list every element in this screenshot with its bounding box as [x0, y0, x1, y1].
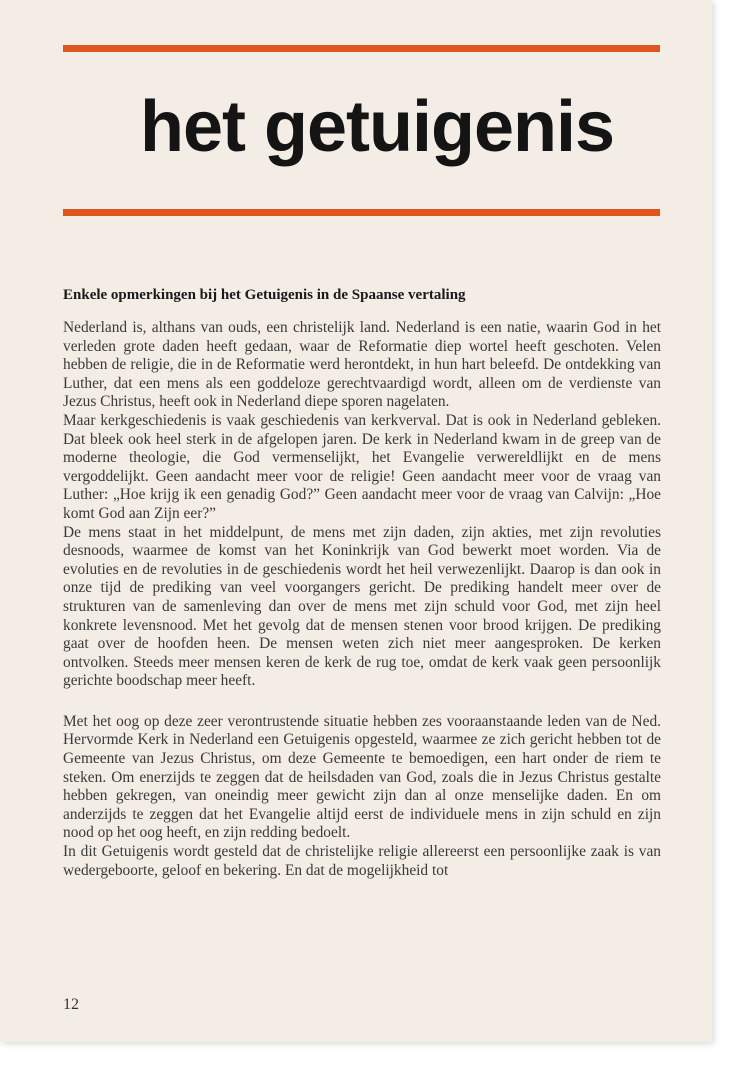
bottom-orange-rule [63, 209, 660, 216]
paragraph-1: Nederland is, althans van ouds, een christelijk land. Nederland is een natie, waarin God in het verleden grote daden heeft gedaan, waar de Reformatie diep wortel heeft geschoten. Velen hebben de religie, die in de Reformatie werd herontdekt, in hun hart beleefd. De ontdekking van Luther, dat een mens als een goddeloze gerechtvaardigd wordt, alleen om de verdienste van Jezus Christus, heeft ook in Nederland diepe sporen nagelaten. [63, 319, 661, 411]
page-title: het getuigenis [140, 87, 615, 167]
paragraph-2: Maar kerkgeschiedenis is vaak geschiedenis van kerkverval. Dat is ook in Nederland gebleken. Dat bleek ook heel sterk in de afgelopen jaren. De kerk in Nederland kwam in de greep van de moderne theologie, die God vermenselijkt, het Evangelie verwereldlijkt en de mens vergoddelijkt. Geen aandacht meer voor de religie! Geen aandacht meer voor de vraag van Luther: „Hoe krijg ik een genadig God?” Geen aandacht meer voor de vraag van Calvijn: „Hoe komt God aan Zijn eer?” [63, 411, 661, 522]
article-body [63, 319, 661, 880]
top-orange-rule [63, 45, 660, 52]
page-number: 12 [63, 996, 79, 1013]
paragraph-3: De mens staat in het middelpunt, de mens met zijn daden, zijn akties, met zijn revoluties desnoods, waarmee de komst van het Koninkrijk van God bewerkt moet worden. Via de evoluties en de revoluties in de geschiedenis wordt het heil verwezenlijkt. Daarop is dan ook in onze tijd de prediking van veel voorgangers gericht. De prediking handelt meer over de strukturen van de samenleving dan over de mens met zijn schuld voor God, met zijn heel konkrete levensnood. Met het gevolg dat de mensen stenen voor brood krijgen. De prediking gaat over de hoofden heen. De mensen weten zich niet meer aangesproken. De kerken ontvolken. Steeds meer mensen keren de kerk de rug toe, omdat de kerk vaak geen persoonlijk gerichte boodschap meer heeft. [63, 523, 661, 690]
paragraph-4: Met het oog op deze zeer verontrustende situatie hebben zes vooraanstaande leden van de Ned. Hervormde Kerk in Nederland een Getuigenis opgesteld, waarmee ze zich gericht hebben tot de Gemeente van Jezus Christus, om deze Gemeente te bemoedigen, een hart onder de riem te steken. Om enerzijds te zeggen dat de heilsdaden van God, zoals die in Jezus Christus gestalte hebben gekregen, van oneindig meer gewicht zijn dan al onze menselijke daden. En om anderzijds te zeggen dat het Evangelie altijd eerst de individuele mens in zijn schuld en zijn nood op het oog heeft, en zijn redding bedoelt. [63, 712, 661, 842]
paragraph-5: In dit Getuigenis wordt gesteld dat de christelijke religie allereerst een persoonlijke zaak is van wedergeboorte, geloof en bekering. En dat de mogelijkheid tot [63, 843, 661, 879]
article-subtitle: Enkele opmerkingen bij het Getuigenis in de Spaanse vertaling [63, 287, 466, 303]
